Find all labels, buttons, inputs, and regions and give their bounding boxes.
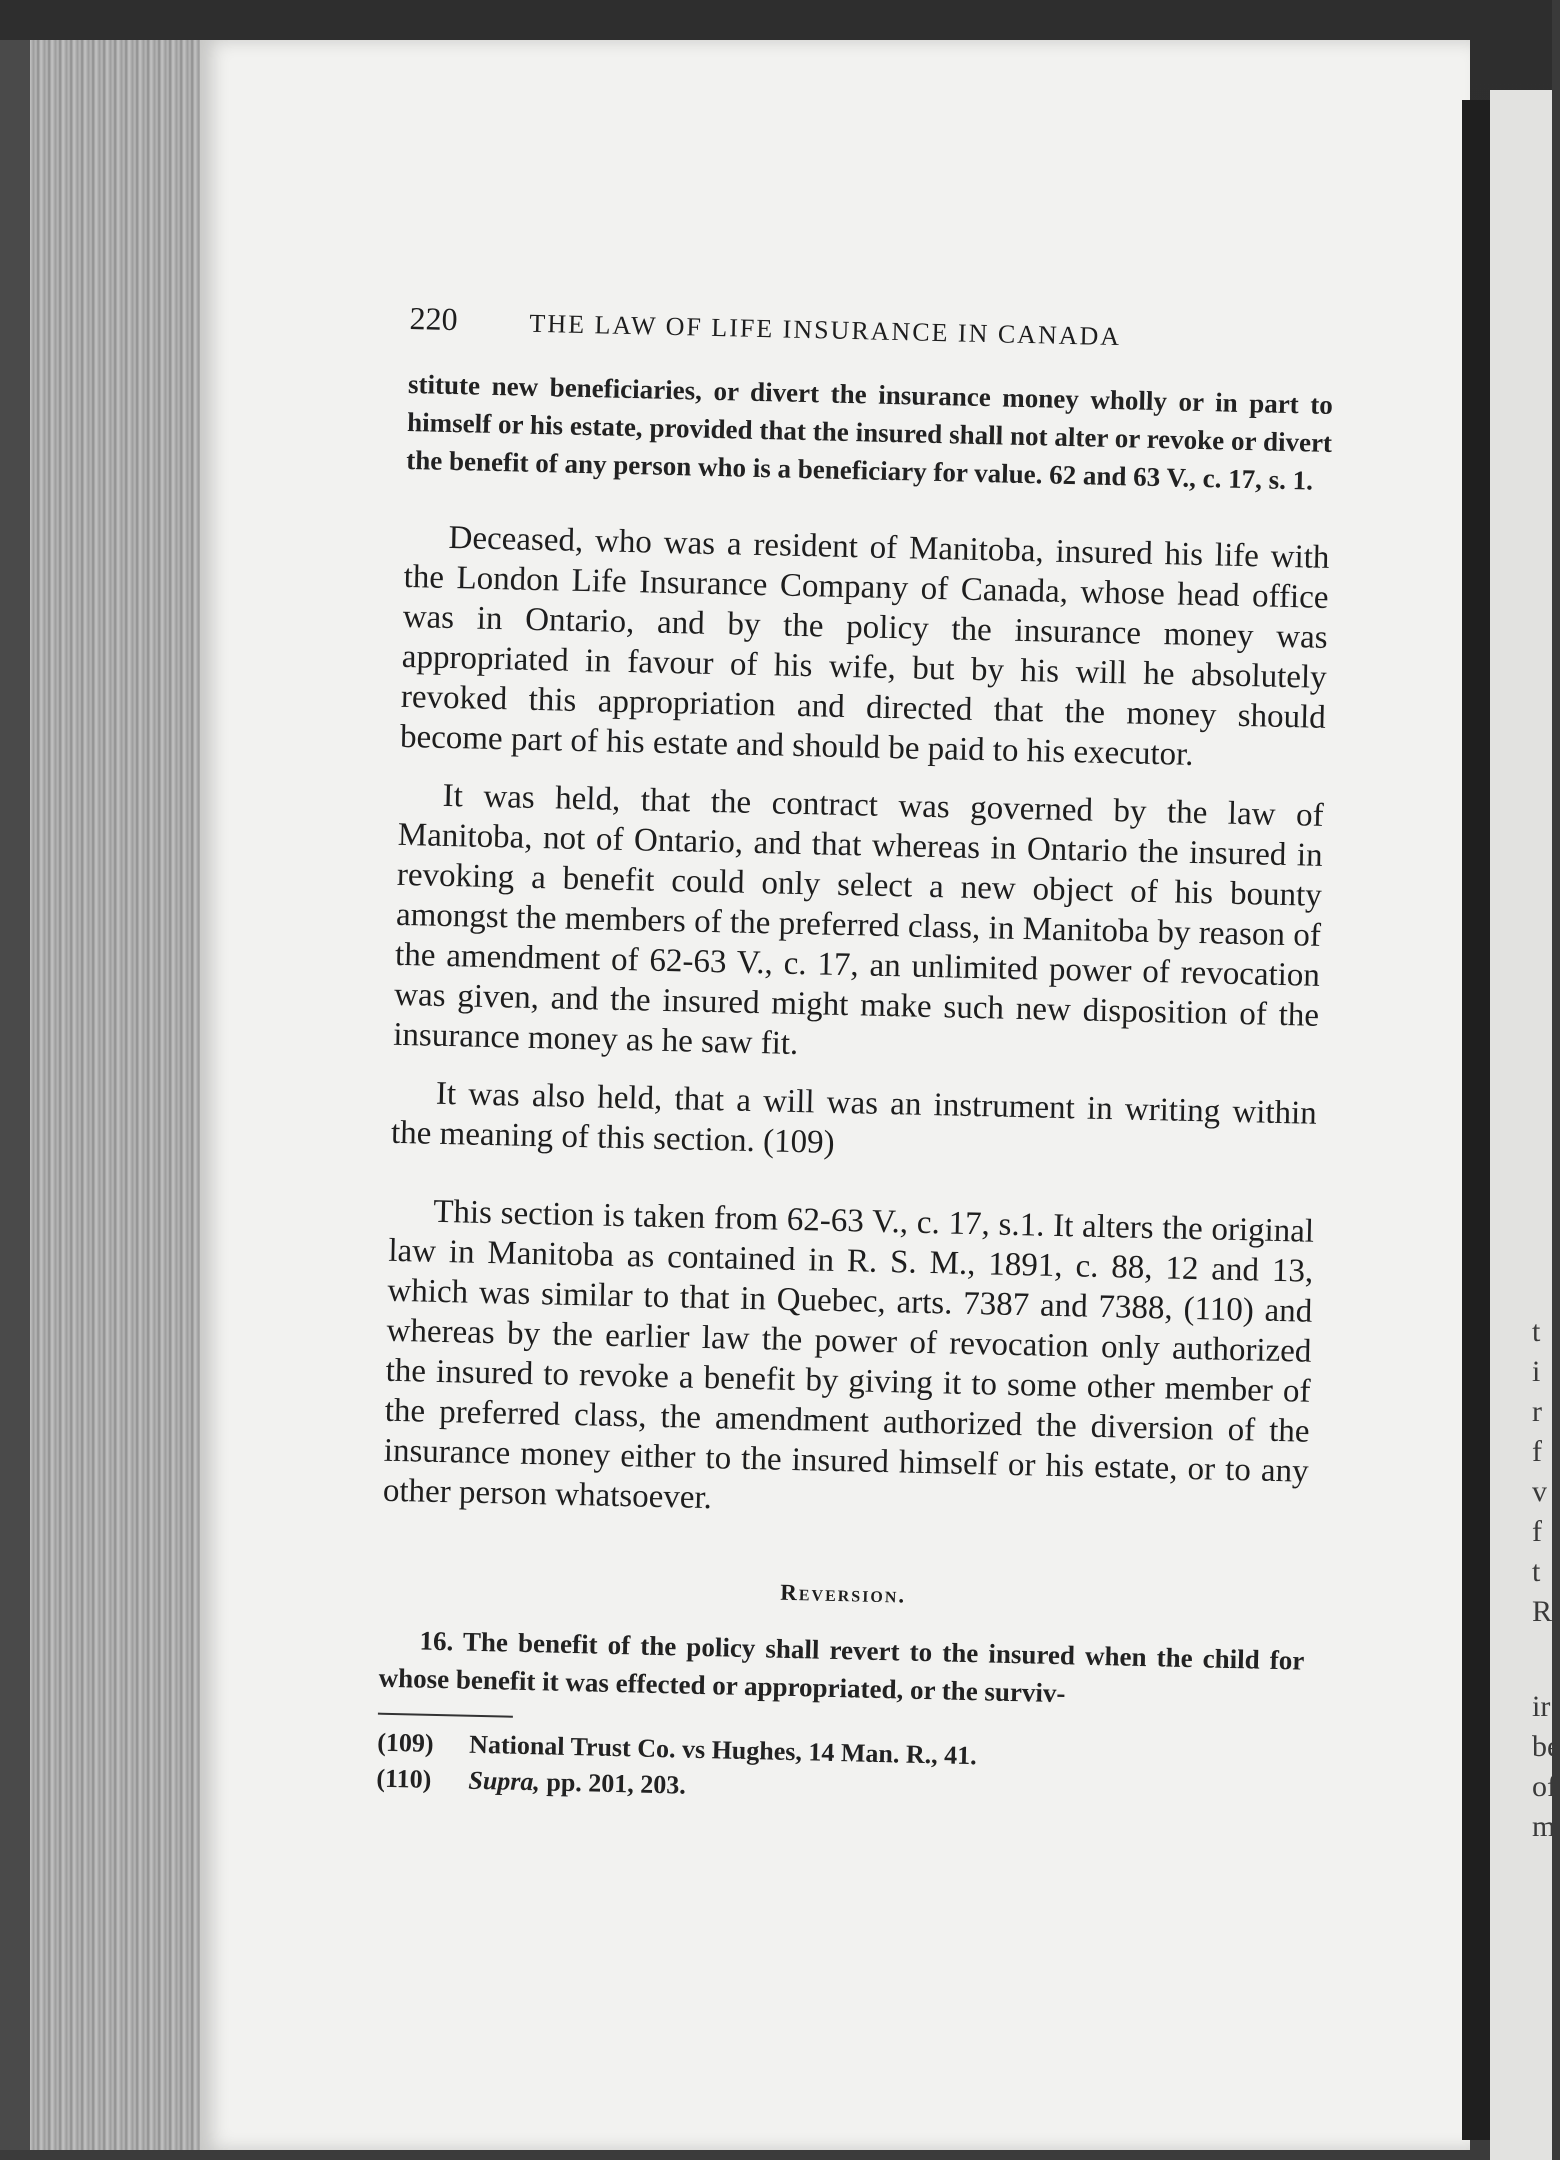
section-heading: Reversion. (780, 1579, 907, 1608)
commentary-paragraph: This section is taken from 62-63 V., c. 17, s.1. It alters the original law in Manitoba as contained in R. S. M., 1891, c. 88, 12 and 13, which was similar to that in Quebec, arts. 7387 and 7388, (110) and whereas by the earlier law the power of revocation only authorized the insured to revoke a benefit by giving it to some other member of the preferred class, the amendment authorized the diversion of the insurance money either to the insured himself or his estate, or to any other person whatsoever. (382, 1193, 1315, 1517)
next-page-fragment: r (1532, 1395, 1542, 1428)
next-page-fragment: v (1532, 1475, 1547, 1508)
footnote-italic-text: Supra, (468, 1765, 541, 1797)
footnote-number: (110) (376, 1763, 432, 1794)
next-page-fragment: ir (1532, 1690, 1551, 1723)
running-head: THE LAW OF LIFE INSURANCE IN CANADA (529, 308, 1122, 352)
next-page-fragment: of (1532, 1770, 1557, 1803)
next-page-fragment: f (1532, 1435, 1542, 1468)
footnote-number: (109) (376, 1727, 434, 1758)
next-page-fragment: R (1532, 1595, 1553, 1628)
next-page-edge (1490, 90, 1560, 2160)
next-page-fragment: f (1532, 1515, 1542, 1548)
page-number: 220 (409, 300, 458, 338)
book-page-edges (0, 40, 210, 2150)
next-page-fragment: t (1532, 1555, 1541, 1588)
section-body: The benefit of the policy shall revert to the insured when the child for whose benefit it was effected or appropriated, or the surviv- (378, 1626, 1305, 1709)
footnote-text: pp. 201, 203. (539, 1767, 687, 1800)
section-number: 16. (419, 1625, 454, 1657)
book-gutter (1462, 100, 1490, 2140)
next-page-fragment: i (1532, 1355, 1541, 1388)
statute-continuation: stitute new beneficiaries, or divert the insurance money wholly or in part to himself or his estate, provided that the insured shall not alter or revoke or divert the benefit of any person who is a beneficiary for value. 62 and 63 V., c. 17, s. 1. (406, 368, 1334, 496)
next-page-fragment: t (1532, 1315, 1541, 1348)
book-cover-edge (0, 40, 30, 2150)
footnote-rule (378, 1713, 513, 1718)
case-facts-paragraph: Deceased, who was a resident of Manitoba, insured his life with the London Life Insurance Company of Canada, whose head office was in Ontario, and by the policy the insurance money was appropriated in favour of his wife, but by his will he absolutely revoked this appropriation and directed that the money should become part of his estate and should be paid to his executor. (399, 519, 1330, 773)
next-page-fragment: m (1532, 1810, 1556, 1843)
page-content (376, 300, 1335, 1818)
second-holding-paragraph: It was also held, that a will was an instrument in writing within the meaning of this section. (109) (390, 1075, 1318, 1161)
next-page-fragment: be (1532, 1730, 1560, 1763)
footnote-text: National Trust Co. vs Hughes, 14 Man. R., 41. (468, 1729, 977, 1771)
section-16-text (378, 1621, 1304, 1718)
holding-paragraph: It was held, that the contract was governed by the law of Manitoba, not of Ontario, and that whereas in Ontario the insured in revoking a benefit could only select a new object of his bounty amongst the members of the preferred class, in Manitoba by reason of the amendment of 62-63 V., c. 17, an unlimited power of revocation was given, and the insured might make such new disposition of the insurance money as he saw fit. (392, 777, 1324, 1062)
